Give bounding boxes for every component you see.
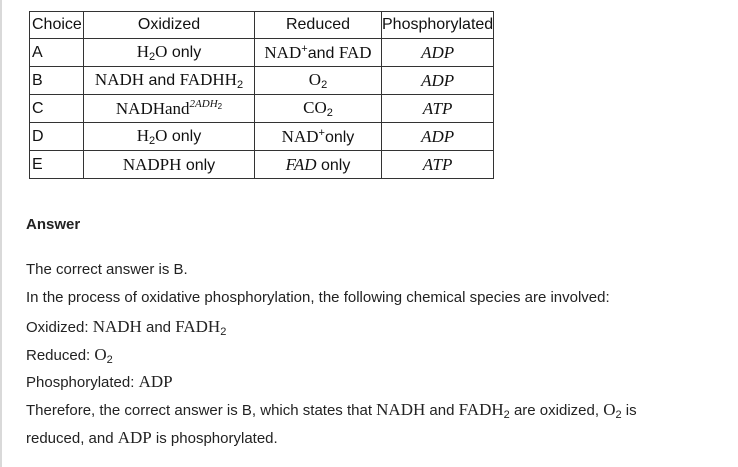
answer-conclusion-line-1 (26, 400, 637, 421)
formula-sub: 2 (321, 79, 328, 91)
formula-sup: + (318, 126, 325, 139)
answer-oxidized-line (26, 317, 226, 338)
formula-fad: FAD (338, 42, 372, 62)
reduced-cell (255, 39, 382, 67)
formula-adp: ADP (138, 372, 173, 391)
choice-label: E (30, 151, 84, 179)
formula-nadph: NADPH (122, 154, 182, 174)
formula-o: O (603, 400, 616, 419)
formula-sup: 2ADH (189, 98, 218, 110)
table-row (30, 39, 494, 67)
conclusion-text: reduced, and (26, 430, 118, 447)
oxidized-text: only (167, 44, 202, 61)
formula-adp: ADP (117, 428, 152, 447)
oxidized-text: and (144, 72, 180, 89)
table-row (30, 151, 494, 179)
phosphorylated-cell (382, 123, 494, 151)
answer-reduced-line (26, 345, 113, 366)
formula-sub: 2 (106, 354, 113, 366)
oxidized-text: only (167, 128, 202, 145)
formula-phos: ATP (422, 98, 453, 118)
formula-nad: NAD (281, 126, 319, 146)
phosphorylated-cell (382, 151, 494, 179)
formula-o: O (155, 42, 168, 61)
phosphorylated-cell (382, 95, 494, 123)
formula-sub: 2 (236, 79, 244, 91)
choice-label: C (30, 95, 84, 123)
formula-sup-sub: 2 (217, 102, 223, 111)
reduced-cell (255, 123, 382, 151)
formula-fad: FAD (285, 154, 317, 174)
formula-h: H (136, 42, 150, 61)
header-reduced: Reduced (255, 12, 382, 39)
formula-o: O (308, 70, 322, 89)
conclusion-text: are oxidized, (509, 402, 604, 419)
and-text: and (141, 319, 176, 336)
reduced-cell (255, 67, 382, 95)
formula-fadh: FADH (175, 317, 221, 336)
reduced-text: and (307, 44, 339, 62)
formula-fadh: FADH (458, 400, 504, 419)
formula-nadh: NADH (92, 317, 142, 336)
choice-label: A (30, 39, 84, 67)
reduced-text: only (316, 156, 351, 174)
formula-nadhand: NADHand (115, 99, 190, 118)
left-frame-edge (0, 0, 2, 467)
reduced-cell (255, 95, 382, 123)
oxidized-cell (84, 151, 255, 179)
formula-o: O (94, 345, 107, 364)
header-phosphorylated: Phosphorylated (382, 12, 494, 39)
answer-phosphorylated-line (26, 372, 173, 392)
choice-label: D (30, 123, 84, 151)
choice-label: B (30, 67, 84, 95)
formula-sub: 2 (149, 135, 156, 147)
formula-fadh: FADHH (179, 70, 237, 89)
reduced-label: Reduced: (26, 347, 95, 364)
formula-h: H (136, 126, 150, 145)
conclusion-text: is phosphorylated. (151, 430, 278, 447)
formula-phos: ADP (421, 42, 455, 62)
header-oxidized: Oxidized (84, 12, 255, 39)
formula-o: O (155, 126, 168, 145)
answer-heading: Answer (26, 216, 81, 233)
oxidized-cell (84, 123, 255, 151)
conclusion-text: is (621, 402, 637, 419)
table-row (30, 67, 494, 95)
answer-intro-line: In the process of oxidative phosphorylation, the following chemical species are involved: (26, 289, 610, 306)
table-header-row (30, 12, 494, 39)
formula-phos: ADP (421, 126, 455, 146)
reduced-text: only (324, 128, 355, 146)
formula-sub: 2 (503, 409, 510, 421)
reduced-cell (255, 151, 382, 179)
header-choice: Choice (30, 12, 84, 39)
phosphorylated-cell (382, 67, 494, 95)
formula-sup: + (301, 42, 308, 55)
formula-phos: ATP (422, 154, 453, 174)
oxidized-cell (84, 95, 255, 123)
formula-sub: 2 (149, 51, 156, 63)
phosphorylated-cell (382, 39, 494, 67)
conclusion-text: Therefore, the correct answer is B, which states that (26, 402, 377, 419)
choices-table (29, 11, 494, 179)
formula-phos: ADP (421, 70, 455, 90)
answer-conclusion-line-2 (26, 428, 278, 448)
formula-nad: NAD (264, 42, 302, 62)
formula-nadh: NADH (376, 400, 426, 419)
oxidized-cell (84, 67, 255, 95)
formula-sub: 2 (326, 107, 333, 119)
answer-correct-line: The correct answer is B. (26, 261, 188, 278)
formula-sub: 2 (615, 409, 622, 421)
formula-co: CO (303, 98, 327, 117)
formula-sub: 2 (220, 326, 227, 338)
oxidized-cell (84, 39, 255, 67)
phosphorylated-label: Phosphorylated: (26, 374, 139, 391)
oxidized-label: Oxidized: (26, 319, 93, 336)
oxidized-text: only (181, 156, 216, 174)
table-row (30, 95, 494, 123)
table-row (30, 123, 494, 151)
formula-nadh: NADH (94, 70, 145, 89)
and-text: and (425, 402, 459, 419)
